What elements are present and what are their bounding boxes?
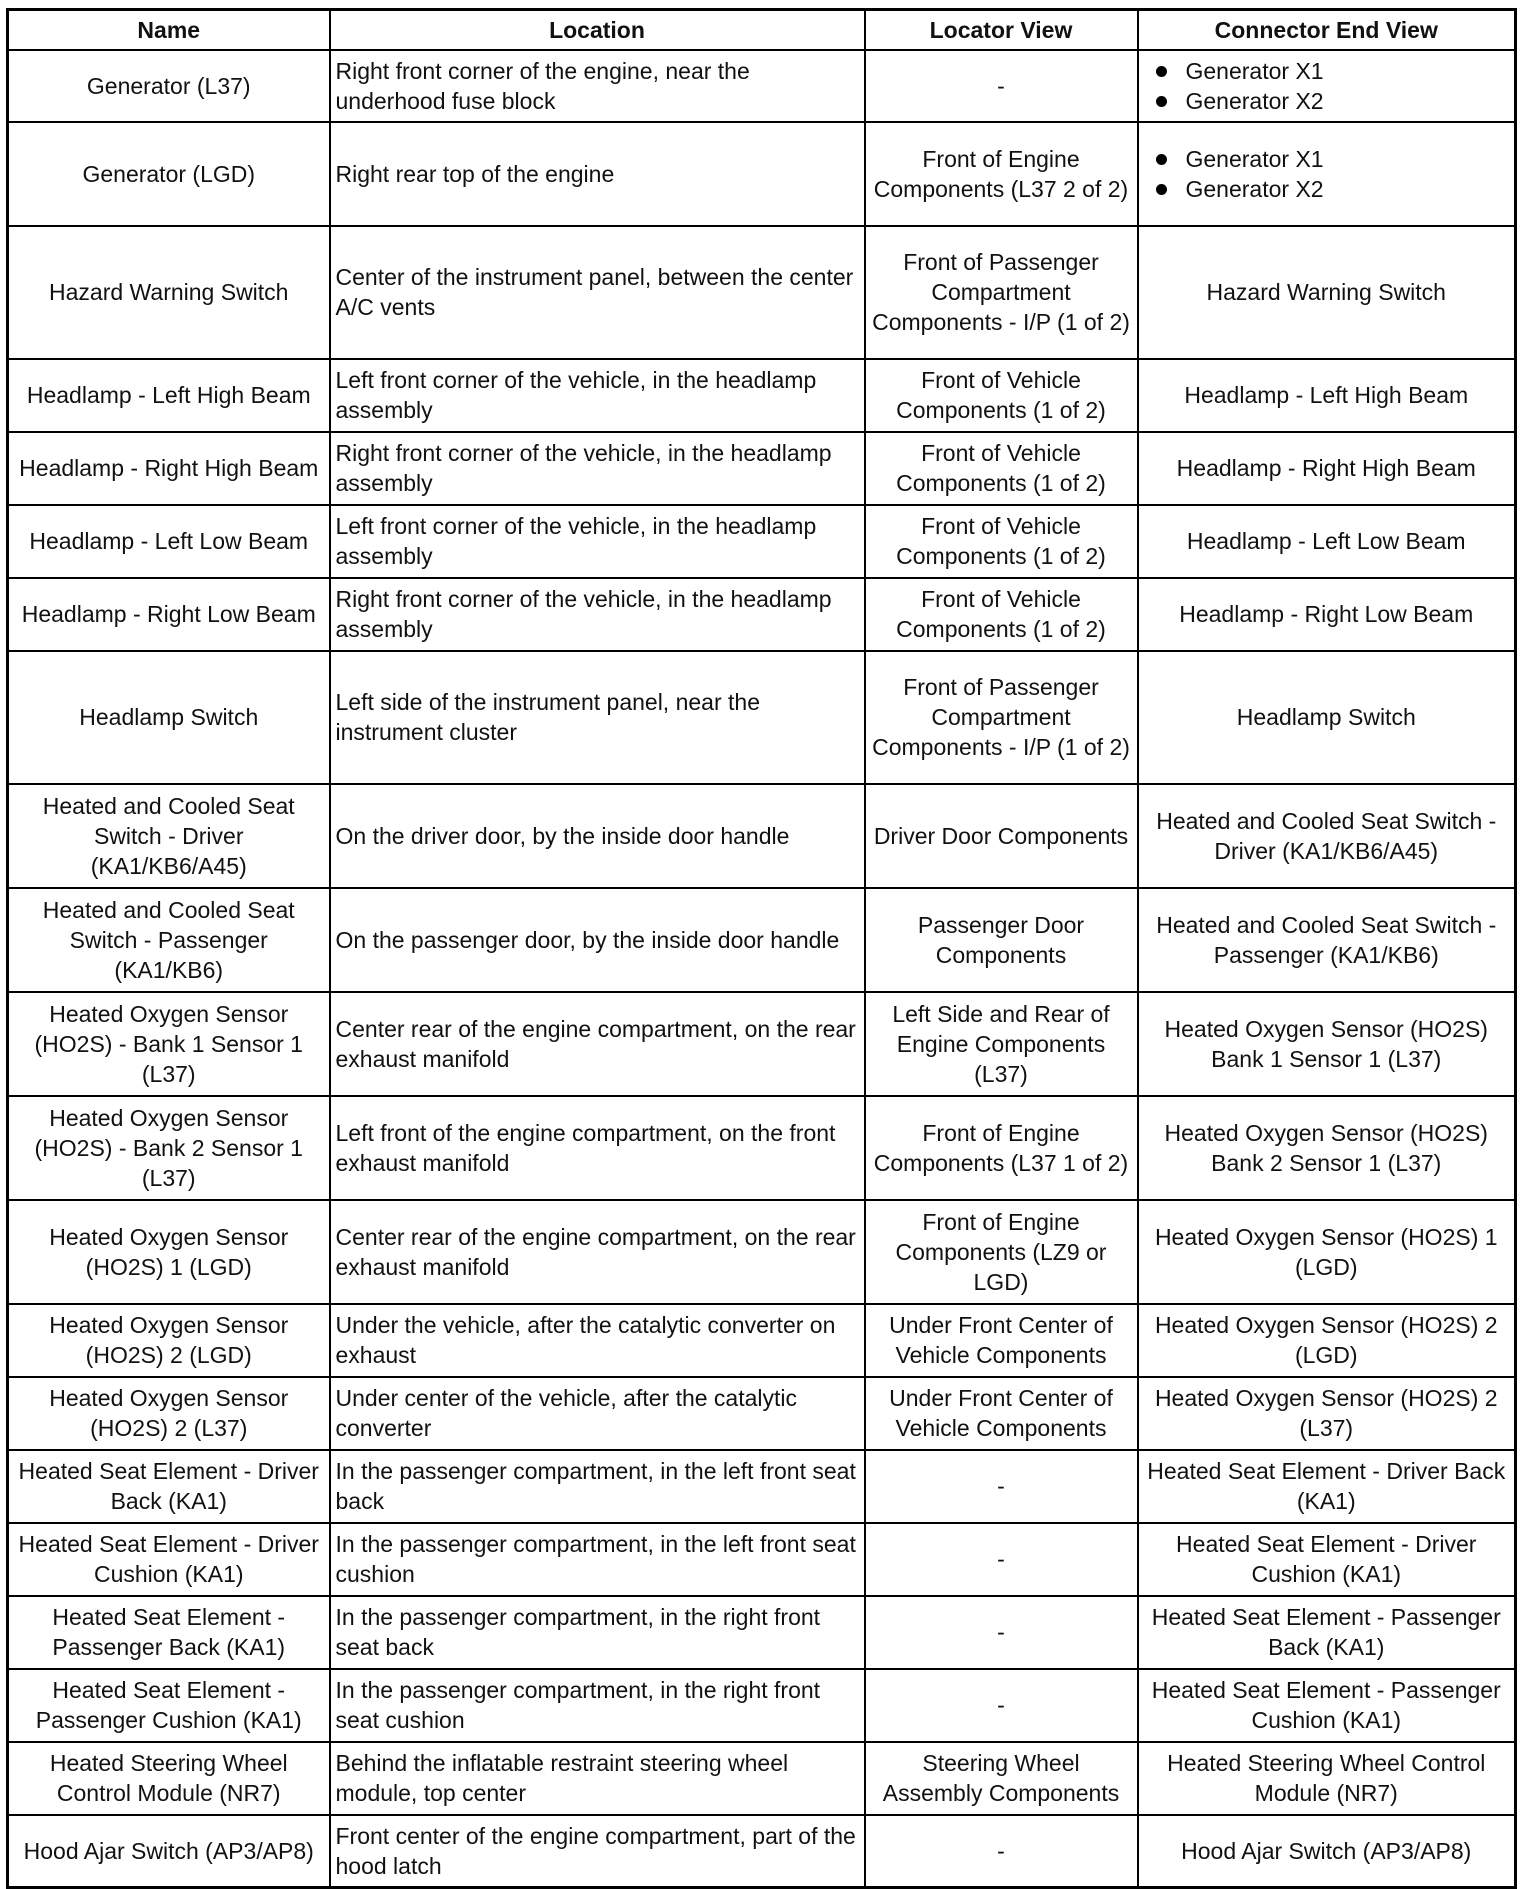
cell-location: Right front corner of the vehicle, in the headlamp assembly [330, 578, 865, 651]
table-row [8, 505, 1516, 578]
cell-locator-view: Steering Wheel Assembly Components [865, 1742, 1138, 1815]
cell-name: Headlamp Switch [8, 651, 330, 784]
cell-name: Headlamp - Left Low Beam [8, 505, 330, 578]
cell-connector-end-view: Heated Oxygen Sensor (HO2S) Bank 2 Sensor 1 (L37) [1138, 1096, 1516, 1200]
cell-location: Right rear top of the engine [330, 122, 865, 226]
cell-locator-view: Front of Passenger Compartment Components - I/P (1 of 2) [865, 226, 1138, 359]
cell-locator-view: Driver Door Components [865, 784, 1138, 888]
cell-connector-end-view: Heated Oxygen Sensor (HO2S) 2 (LGD) [1138, 1304, 1516, 1377]
cell-name: Generator (L37) [8, 50, 330, 122]
table-row [8, 1596, 1516, 1669]
table-row [8, 1815, 1516, 1888]
cell-location: Front center of the engine compartment, part of the hood latch [330, 1815, 865, 1888]
table-row [8, 226, 1516, 359]
cell-locator-view: - [865, 1523, 1138, 1596]
table-row [8, 1200, 1516, 1304]
cell-name: Hazard Warning Switch [8, 226, 330, 359]
cell-location: Center rear of the engine compartment, on the rear exhaust manifold [330, 1200, 865, 1304]
table-row [8, 432, 1516, 505]
cell-location: Center rear of the engine compartment, on the rear exhaust manifold [330, 992, 865, 1096]
cell-location: Left front of the engine compartment, on the front exhaust manifold [330, 1096, 865, 1200]
cell-connector-end-view: Heated Oxygen Sensor (HO2S) Bank 1 Sensor 1 (L37) [1138, 992, 1516, 1096]
cell-connector-end-view: Hood Ajar Switch (AP3/AP8) [1138, 1815, 1516, 1888]
table-row [8, 50, 1516, 122]
table-row [8, 1096, 1516, 1200]
cell-locator-view: Front of Engine Components (LZ9 or LGD) [865, 1200, 1138, 1304]
cell-connector-end-view: Hazard Warning Switch [1138, 226, 1516, 359]
table-row [8, 651, 1516, 784]
cell-locator-view: - [865, 1450, 1138, 1523]
table-row [8, 992, 1516, 1096]
cell-location: In the passenger compartment, in the left front seat back [330, 1450, 865, 1523]
cell-connector-end-view [1138, 122, 1516, 226]
cell-location: On the passenger door, by the inside door handle [330, 888, 865, 992]
table-row [8, 578, 1516, 651]
cell-locator-view: Front of Engine Components (L37 1 of 2) [865, 1096, 1138, 1200]
cell-name: Hood Ajar Switch (AP3/AP8) [8, 1815, 330, 1888]
cell-name: Headlamp - Left High Beam [8, 359, 330, 432]
table-row [8, 1523, 1516, 1596]
table-row [8, 1377, 1516, 1450]
cell-connector-end-view: Headlamp - Left Low Beam [1138, 505, 1516, 578]
table-row [8, 1450, 1516, 1523]
cell-connector-end-view: Heated Steering Wheel Control Module (NR7) [1138, 1742, 1516, 1815]
table-row [8, 359, 1516, 432]
cell-location: Left side of the instrument panel, near the instrument cluster [330, 651, 865, 784]
cell-name: Heated Oxygen Sensor (HO2S) 2 (L37) [8, 1377, 330, 1450]
cell-location: Under the vehicle, after the catalytic converter on exhaust [330, 1304, 865, 1377]
connector-list [1144, 144, 1510, 204]
cell-name: Heated and Cooled Seat Switch - Driver (KA1/KB6/A45) [8, 784, 330, 888]
cell-connector-end-view: Heated Seat Element - Driver Cushion (KA1) [1138, 1523, 1516, 1596]
table-row [8, 1669, 1516, 1742]
cell-connector-end-view: Headlamp - Right Low Beam [1138, 578, 1516, 651]
connector-list-item: Generator X1 [1148, 144, 1510, 174]
cell-connector-end-view: Heated Seat Element - Passenger Cushion (KA1) [1138, 1669, 1516, 1742]
connector-list [1144, 56, 1510, 116]
cell-locator-view: Front of Vehicle Components (1 of 2) [865, 578, 1138, 651]
connector-list-item: Generator X1 [1148, 56, 1510, 86]
cell-locator-view: Front of Passenger Compartment Components - I/P (1 of 2) [865, 651, 1138, 784]
cell-location: In the passenger compartment, in the left front seat cushion [330, 1523, 865, 1596]
cell-connector-end-view: Headlamp - Left High Beam [1138, 359, 1516, 432]
cell-locator-view: - [865, 1596, 1138, 1669]
cell-locator-view: - [865, 1815, 1138, 1888]
cell-name: Heated Steering Wheel Control Module (NR7) [8, 1742, 330, 1815]
connector-list-item: Generator X2 [1148, 86, 1510, 116]
cell-name: Heated and Cooled Seat Switch - Passenger (KA1/KB6) [8, 888, 330, 992]
table-row [8, 888, 1516, 992]
table-row [8, 122, 1516, 226]
cell-name: Heated Seat Element - Passenger Cushion (KA1) [8, 1669, 330, 1742]
connector-list-item: Generator X2 [1148, 174, 1510, 204]
cell-location: Left front corner of the vehicle, in the headlamp assembly [330, 505, 865, 578]
cell-name: Headlamp - Right Low Beam [8, 578, 330, 651]
cell-name: Heated Oxygen Sensor (HO2S) 2 (LGD) [8, 1304, 330, 1377]
cell-connector-end-view: Heated Seat Element - Passenger Back (KA1) [1138, 1596, 1516, 1669]
cell-connector-end-view: Heated Oxygen Sensor (HO2S) 2 (L37) [1138, 1377, 1516, 1450]
header-row [8, 10, 1516, 50]
cell-locator-view: Front of Engine Components (L37 2 of 2) [865, 122, 1138, 226]
header-connector-end-view: Connector End View [1138, 10, 1516, 50]
cell-locator-view: Front of Vehicle Components (1 of 2) [865, 505, 1138, 578]
cell-locator-view: Passenger Door Components [865, 888, 1138, 992]
cell-name: Heated Oxygen Sensor (HO2S) 1 (LGD) [8, 1200, 330, 1304]
cell-location: On the driver door, by the inside door handle [330, 784, 865, 888]
cell-name: Heated Oxygen Sensor (HO2S) - Bank 1 Sensor 1 (L37) [8, 992, 330, 1096]
cell-name: Headlamp - Right High Beam [8, 432, 330, 505]
cell-connector-end-view: Heated and Cooled Seat Switch - Passenger (KA1/KB6) [1138, 888, 1516, 992]
cell-locator-view: Under Front Center of Vehicle Components [865, 1377, 1138, 1450]
cell-name: Heated Oxygen Sensor (HO2S) - Bank 2 Sensor 1 (L37) [8, 1096, 330, 1200]
cell-location: Left front corner of the vehicle, in the headlamp assembly [330, 359, 865, 432]
cell-location: Right front corner of the vehicle, in the headlamp assembly [330, 432, 865, 505]
cell-locator-view: Front of Vehicle Components (1 of 2) [865, 359, 1138, 432]
header-locator-view: Locator View [865, 10, 1138, 50]
cell-locator-view: - [865, 1669, 1138, 1742]
cell-name: Heated Seat Element - Driver Back (KA1) [8, 1450, 330, 1523]
cell-connector-end-view: Heated Seat Element - Driver Back (KA1) [1138, 1450, 1516, 1523]
cell-locator-view: - [865, 50, 1138, 122]
cell-connector-end-view: Heated Oxygen Sensor (HO2S) 1 (LGD) [1138, 1200, 1516, 1304]
cell-locator-view: Left Side and Rear of Engine Components (L37) [865, 992, 1138, 1096]
table-row [8, 1304, 1516, 1377]
cell-name: Heated Seat Element - Driver Cushion (KA1) [8, 1523, 330, 1596]
cell-name: Heated Seat Element - Passenger Back (KA1) [8, 1596, 330, 1669]
cell-connector-end-view: Heated and Cooled Seat Switch - Driver (KA1/KB6/A45) [1138, 784, 1516, 888]
cell-connector-end-view: Headlamp - Right High Beam [1138, 432, 1516, 505]
cell-name: Generator (LGD) [8, 122, 330, 226]
cell-location: In the passenger compartment, in the right front seat back [330, 1596, 865, 1669]
cell-location: Under center of the vehicle, after the catalytic converter [330, 1377, 865, 1450]
cell-locator-view: Front of Vehicle Components (1 of 2) [865, 432, 1138, 505]
cell-connector-end-view: Headlamp Switch [1138, 651, 1516, 784]
table-row [8, 784, 1516, 888]
cell-connector-end-view [1138, 50, 1516, 122]
cell-location: Right front corner of the engine, near the underhood fuse block [330, 50, 865, 122]
cell-location: Behind the inflatable restraint steering wheel module, top center [330, 1742, 865, 1815]
cell-location: Center of the instrument panel, between the center A/C vents [330, 226, 865, 359]
table-row [8, 1742, 1516, 1815]
header-name: Name [8, 10, 330, 50]
component-locator-table [6, 8, 1517, 1889]
cell-locator-view: Under Front Center of Vehicle Components [865, 1304, 1138, 1377]
cell-location: In the passenger compartment, in the right front seat cushion [330, 1669, 865, 1742]
header-location: Location [330, 10, 865, 50]
